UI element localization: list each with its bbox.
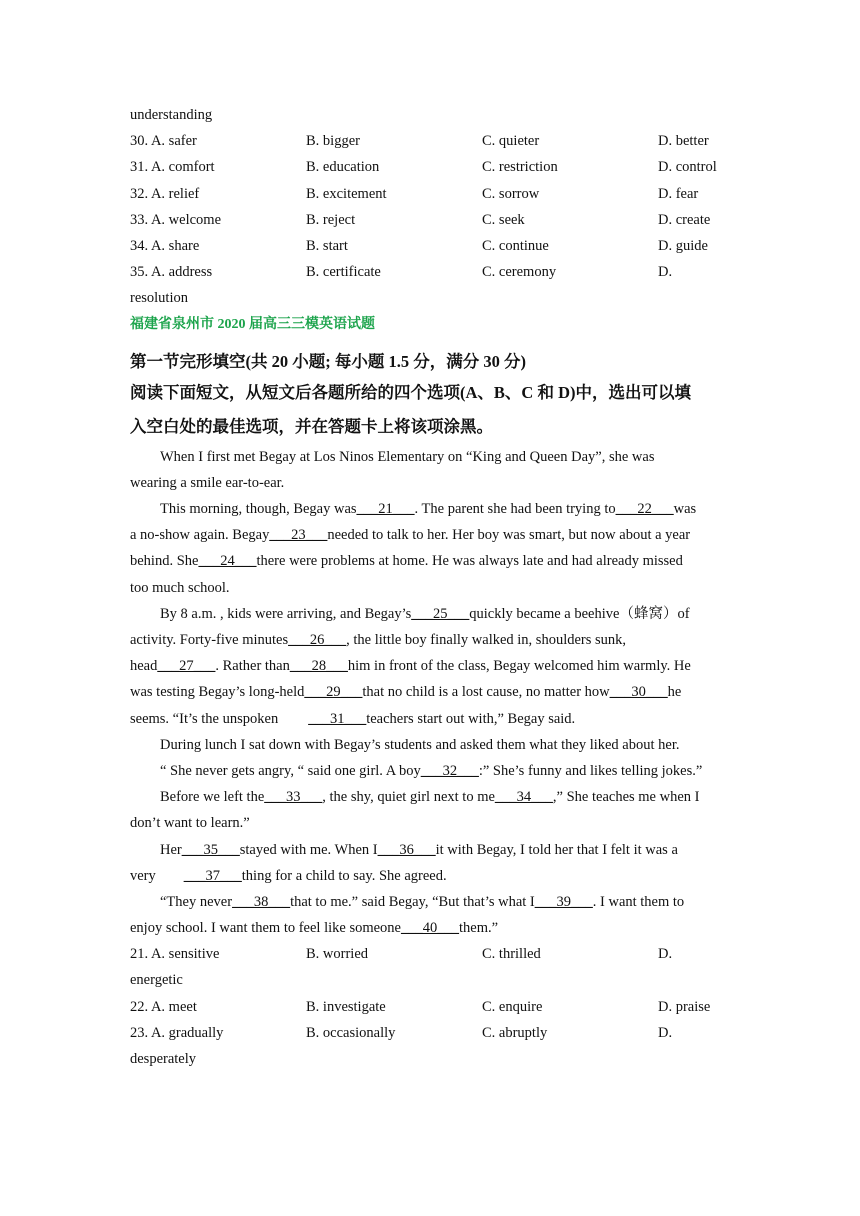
passage-line: “ She never gets angry, “ said one girl. A boy___32___:” She’s funny and likes telling jokes.” bbox=[160, 762, 703, 779]
passage-line: Her___35___stayed with me. When I___36___it with Begay, I told her that I felt it was a bbox=[160, 841, 678, 858]
option-c: C. thrilled bbox=[482, 946, 541, 963]
option-row bbox=[130, 181, 730, 207]
option-c: C. abruptly bbox=[482, 1024, 548, 1041]
option-b: B. reject bbox=[306, 211, 356, 228]
option-a: 35. A. address bbox=[130, 264, 213, 281]
passage-line: activity. Forty-five minutes___26___, the little boy finally walked in, shoulders sunk, bbox=[130, 632, 627, 648]
document-page bbox=[130, 102, 730, 1072]
option-b: B. occasionally bbox=[306, 1024, 396, 1041]
option-b: B. certificate bbox=[306, 264, 381, 281]
option-d: D. fear bbox=[658, 185, 699, 202]
blank-27[interactable]: ___27___ bbox=[157, 658, 216, 675]
blank-38[interactable]: ___38___ bbox=[232, 893, 291, 910]
passage-line: “They never___38___that to me.” said Begay, “But that’s what I___39___. I want them to bbox=[160, 893, 685, 910]
option-d: D. bbox=[658, 946, 673, 963]
blank-34[interactable]: ___34___ bbox=[494, 789, 553, 806]
instruction-line-2: 入空白处的最佳选项，并在答题卡上将该项涂黑。 bbox=[130, 416, 493, 436]
blank-29[interactable]: ___29___ bbox=[304, 684, 363, 701]
option-c: C. continue bbox=[482, 237, 549, 254]
passage-line: too much school. bbox=[130, 579, 230, 596]
option-row bbox=[130, 259, 730, 285]
passage-line: When I first met Begay at Los Ninos Elementary on “King and Queen Day”, she was bbox=[160, 448, 655, 465]
blank-30[interactable]: ___30___ bbox=[609, 684, 668, 701]
option-d: D. control bbox=[658, 159, 717, 176]
option-row bbox=[130, 128, 730, 154]
option-b: B. start bbox=[306, 237, 348, 254]
option-a: 21. A. sensitive bbox=[130, 946, 220, 963]
option-b: B. excitement bbox=[306, 185, 387, 202]
blank-39[interactable]: ___39___ bbox=[534, 893, 593, 910]
option-wrap: energetic bbox=[130, 972, 183, 989]
passage-line: Before we left the___33___, the shy, quiet girl next to me___34___,” She teaches me when I bbox=[160, 789, 700, 806]
passage-line: wearing a smile ear-to-ear. bbox=[130, 474, 285, 491]
passage-line: behind. She___24___there were problems at home. He was always late and had already missed bbox=[130, 553, 683, 570]
option-row bbox=[130, 941, 730, 967]
option-row bbox=[130, 233, 730, 259]
option-a: 34. A. share bbox=[130, 237, 200, 254]
passage-line: don’t want to learn.” bbox=[130, 815, 250, 832]
option-wrap: resolution bbox=[130, 290, 188, 307]
option-b: B. bigger bbox=[306, 133, 360, 150]
blank-33[interactable]: ___33___ bbox=[264, 789, 323, 806]
passage-line: enjoy school. I want them to feel like someone___40___them.” bbox=[130, 920, 499, 937]
option-d: D. better bbox=[658, 133, 709, 150]
option-row bbox=[130, 207, 730, 233]
passage-line: head___27___. Rather than___28___him in front of the class, Begay welcomed him warmly. He bbox=[130, 658, 691, 675]
blank-21[interactable]: ___21___ bbox=[356, 501, 415, 518]
blank-22[interactable]: ___22___ bbox=[615, 501, 674, 518]
passage-line: This morning, though, Begay was___21___. The parent she had been trying to___22___was bbox=[160, 501, 697, 518]
option-row bbox=[130, 154, 730, 180]
option-a: 22. A. meet bbox=[130, 998, 197, 1015]
option-d: D. praise bbox=[658, 998, 711, 1015]
option-b: B. education bbox=[306, 159, 380, 176]
passage bbox=[130, 444, 730, 942]
option-b: B. worried bbox=[306, 946, 369, 963]
passage-line: a no-show again. Begay___23___needed to talk to her. Her boy was smart, but now about a year bbox=[130, 527, 691, 544]
option-c: C. enquire bbox=[482, 998, 543, 1015]
option-a: 32. A. relief bbox=[130, 185, 200, 202]
option-c: C. sorrow bbox=[482, 185, 540, 202]
blank-23[interactable]: ___23___ bbox=[269, 527, 328, 544]
option-c: C. ceremony bbox=[482, 264, 557, 281]
passage-line: By 8 a.m. , kids were arriving, and Begay’s___25___quickly became a beehive（蜂窝）of bbox=[160, 605, 690, 622]
blank-26[interactable]: ___26___ bbox=[288, 632, 347, 648]
option-a: 31. A. comfort bbox=[130, 159, 215, 176]
option-a: 30. A. safer bbox=[130, 133, 197, 150]
option-a: 33. A. welcome bbox=[130, 211, 222, 228]
instruction-line-1: 阅读下面短文，从短文后各题所给的四个选项(A、B、C 和 D)中，选出可以填 bbox=[130, 382, 691, 402]
blank-24[interactable]: ___24___ bbox=[198, 553, 257, 570]
option-row bbox=[130, 994, 730, 1020]
blank-36[interactable]: ___36___ bbox=[377, 841, 436, 858]
option-d: D. guide bbox=[658, 237, 708, 254]
section-title: 第一节完形填空(共 20 小题; 每小题 1.5 分，满分 30 分) bbox=[130, 351, 526, 371]
blank-25[interactable]: ___25___ bbox=[411, 605, 470, 622]
blank-35[interactable]: ___35___ bbox=[181, 841, 240, 858]
prev-tail: understanding bbox=[130, 107, 213, 123]
option-a: 23. A. gradually bbox=[130, 1024, 224, 1041]
option-d: D. bbox=[658, 1024, 673, 1041]
blank-28[interactable]: ___28___ bbox=[289, 658, 348, 675]
blank-40[interactable]: ___40___ bbox=[401, 920, 459, 937]
blank-37[interactable]: ___37___ bbox=[183, 867, 242, 884]
option-d: D. create bbox=[658, 211, 711, 228]
option-wrap: desperately bbox=[130, 1051, 197, 1067]
option-d: D. bbox=[658, 264, 673, 281]
passage-line: very ___37___thing for a child to say. She agreed. bbox=[130, 867, 447, 884]
option-row bbox=[130, 1020, 730, 1046]
option-c: C. restriction bbox=[482, 159, 558, 176]
passage-line: During lunch I sat down with Begay’s students and asked them what they liked about her. bbox=[160, 736, 680, 753]
option-b: B. investigate bbox=[306, 998, 386, 1015]
source-title: 福建省泉州市 2020 届高三三模英语试题 bbox=[130, 316, 375, 332]
blank-31[interactable]: ___31___ bbox=[308, 710, 367, 727]
option-c: C. quieter bbox=[482, 133, 540, 150]
passage-line: seems. “It’s the unspoken ___31___teachers start out with,” Begay said. bbox=[130, 710, 576, 727]
passage-line: was testing Begay’s long-held___29___that no child is a lost cause, no matter how___30___he bbox=[130, 684, 682, 701]
blank-32[interactable]: ___32___ bbox=[420, 762, 479, 779]
option-c: C. seek bbox=[482, 211, 525, 228]
